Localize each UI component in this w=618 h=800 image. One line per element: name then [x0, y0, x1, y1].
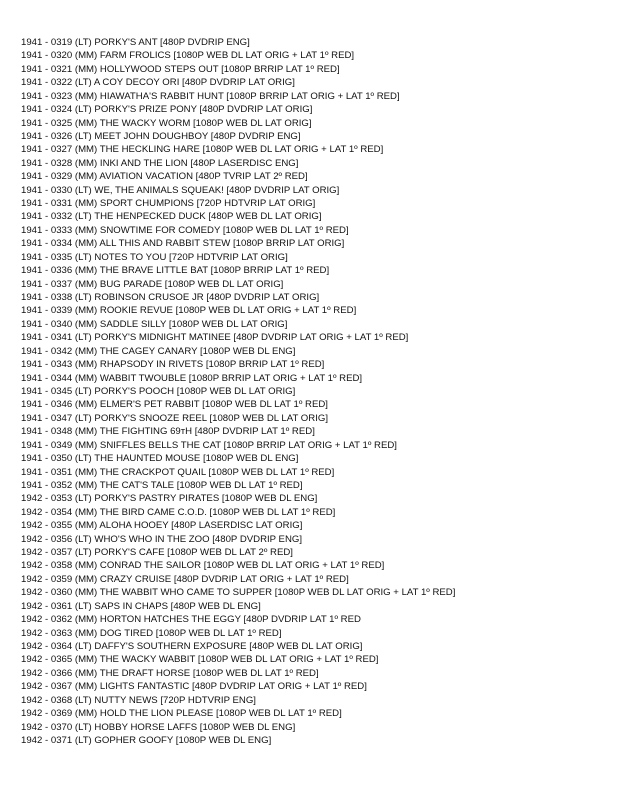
list-item: 1941 - 0338 (LT) ROBINSON CRUSOE JR [480P DVDRIP LAT ORIG] — [21, 292, 320, 304]
list-item: 1942 - 0371 (LT) GOPHER GOOFY [1080P WEB DL ENG] — [21, 734, 272, 746]
list-item: 1941 - 0321 (MM) HOLLYWOOD STEPS OUT [1080P BRRIP LAT 1º RED] — [21, 63, 340, 75]
list-item: 1941 - 0347 (LT) PORKY'S SNOOZE REEL [1080P WEB DL LAT ORIG] — [21, 412, 328, 424]
list-item: 1941 - 0330 (LT) WE, THE ANIMALS SQUEAK! [480P DVDRIP LAT ORIG] — [21, 184, 340, 196]
list-item: 1941 - 0335 (LT) NOTES TO YOU [720P HDTVRIP LAT ORIG] — [21, 251, 288, 263]
list-item: 1941 - 0327 (MM) THE HECKLING HARE [1080P WEB DL LAT ORIG + LAT 1º RED] — [21, 144, 384, 156]
list-item: 1941 - 0323 (MM) HIAWATHA'S RABBIT HUNT [1080P BRRIP LAT ORIG + LAT 1º RED] — [21, 90, 400, 102]
list-item: 1941 - 0343 (MM) RHAPSODY IN RIVETS [1080P BRRIP LAT 1º RED] — [21, 359, 325, 371]
list-item: 1941 - 0349 (MM) SNIFFLES BELLS THE CAT [1080P BRRIP LAT ORIG + LAT 1º RED] — [21, 439, 397, 451]
list-item: 1941 - 0336 (MM) THE BRAVE LITTLE BAT [1080P BRRIP LAT 1º RED] — [21, 265, 330, 277]
list-item: 1942 - 0356 (LT) WHO'S WHO IN THE ZOO [480P DVDRIP ENG] — [21, 533, 303, 545]
list-item: 1941 - 0350 (LT) THE HAUNTED MOUSE [1080P WEB DL ENG] — [21, 453, 299, 465]
list-item: 1941 - 0346 (MM) ELMER'S PET RABBIT [1080P WEB DL LAT 1º RED] — [21, 399, 328, 411]
list-item: 1942 - 0362 (MM) HORTON HATCHES THE EGGY [480P DVDRIP LAT 1º RED — [21, 614, 361, 626]
list-item: 1941 - 0345 (LT) PORKY'S POOCH [1080P WEB DL LAT ORIG] — [21, 385, 296, 397]
list-item: 1942 - 0366 (MM) THE DRAFT HORSE [1080P WEB DL LAT 1º RED] — [21, 667, 319, 679]
list-item: 1942 - 0353 (LT) PORKY'S PASTRY PIRATES [1080P WEB DL ENG] — [21, 493, 318, 505]
list-item: 1941 - 0342 (MM) THE CAGEY CANARY [1080P WEB DL ENG] — [21, 345, 296, 357]
list-item: 1941 - 0340 (MM) SADDLE SILLY [1080P WEB DL LAT ORIG] — [21, 318, 288, 330]
list-item: 1941 - 0348 (MM) THE FIGHTING 69ᴛH [480P DVDRIP LAT 1º RED] — [21, 426, 315, 438]
list-item: 1942 - 0360 (MM) THE WABBIT WHO CAME TO SUPPER [1080P WEB DL LAT ORIG + LAT 1º RED] — [21, 587, 456, 599]
list-item: 1942 - 0354 (MM) THE BIRD CAME C.O.D. [1080P WEB DL LAT 1º RED] — [21, 506, 336, 518]
list-item: 1942 - 0358 (MM) CONRAD THE SAILOR [1080P WEB DL LAT ORIG + LAT 1º RED] — [21, 560, 385, 572]
list-item: 1941 - 0339 (MM) ROOKIE REVUE [1080P WEB DL LAT ORIG + LAT 1º RED] — [21, 305, 357, 317]
list-item: 1942 - 0365 (MM) THE WACKY WABBIT [1080P WEB DL LAT ORIG + LAT 1º RED] — [21, 654, 379, 666]
list-item: 1941 - 0332 (LT) THE HENPECKED DUCK [480P WEB DL LAT ORIG] — [21, 211, 322, 223]
list-item: 1941 - 0329 (MM) AVIATION VACATION [480P TVRIP LAT 2º RED] — [21, 171, 308, 183]
list-item: 1941 - 0351 (MM) THE CRACKPOT QUAIL [1080P WEB DL LAT 1º RED] — [21, 466, 335, 478]
list-item: 1941 - 0328 (MM) INKI AND THE LION [480P LASERDISC ENG] — [21, 157, 299, 169]
list-item: 1941 - 0337 (MM) BUG PARADE [1080P WEB DL LAT ORIG] — [21, 278, 284, 290]
cartoon-list — [21, 36, 455, 747]
list-item: 1942 - 0361 (LT) SAPS IN CHAPS [480P WEB DL ENG] — [21, 600, 261, 612]
list-item: 1941 - 0344 (MM) WABBIT TWOUBLE [1080P BRRIP LAT ORIG + LAT 1º RED] — [21, 372, 363, 384]
list-item: 1941 - 0352 (MM) THE CAT'S TALE [1080P WEB DL LAT 1º RED] — [21, 479, 303, 491]
list-item: 1941 - 0331 (MM) SPORT CHUMPIONS [720P HDTVRIP LAT ORIG] — [21, 198, 316, 210]
list-item: 1941 - 0325 (MM) THE WACKY WORM [1080P WEB DL LAT ORIG] — [21, 117, 312, 129]
list-item: 1942 - 0367 (MM) LIGHTS FANTASTIC [480P DVDRIP LAT ORIG + LAT 1º RED] — [21, 681, 367, 693]
list-item: 1942 - 0357 (LT) PORKY'S CAFE [1080P WEB DL LAT 2º RED] — [21, 547, 293, 559]
list-item: 1942 - 0363 (MM) DOG TIRED [1080P WEB DL LAT 1º RED] — [21, 627, 282, 639]
list-item: 1942 - 0359 (MM) CRAZY CRUISE [480P DVDRIP LAT ORIG + LAT 1º RED] — [21, 573, 349, 585]
list-item: 1941 - 0322 (LT) A COY DECOY ORI [480P DVDRIP LAT ORIG] — [21, 77, 295, 89]
list-item: 1942 - 0368 (LT) NUTTY NEWS [720P HDTVRIP ENG] — [21, 694, 256, 706]
list-item: 1941 - 0319 (LT) PORKY'S ANT [480P DVDRIP ENG] — [21, 37, 250, 48]
list-item: 1941 - 0341 (LT) PORKY'S MIDNIGHT MATINEE [480P DVDRIP LAT ORIG + LAT 1º RED] — [21, 332, 409, 344]
list-item: 1941 - 0324 (LT) PORKY'S PRIZE PONY [480P DVDRIP LAT ORIG] — [21, 104, 313, 116]
list-item: 1942 - 0355 (MM) ALOHA HOOEY [480P LASERDISC LAT ORIG] — [21, 520, 303, 532]
list-item: 1941 - 0326 (LT) MEET JOHN DOUGHBOY [480P DVDRIP ENG] — [21, 130, 301, 142]
list-item: 1941 - 0334 (MM) ALL THIS AND RABBIT STEW [1080P BRRIP LAT ORIG] — [21, 238, 345, 250]
list-item: 1942 - 0364 (LT) DAFFY'S SOUTHERN EXPOSURE [480P WEB DL LAT ORIG] — [21, 640, 363, 652]
list-item: 1941 - 0320 (MM) FARM FROLICS [1080P WEB DL LAT ORIG + LAT 1º RED] — [21, 50, 355, 62]
list-item: 1942 - 0369 (MM) HOLD THE LION PLEASE [1080P WEB DL LAT 1º RED] — [21, 708, 342, 720]
list-item: 1942 - 0370 (LT) HOBBY HORSE LAFFS [1080P WEB DL ENG] — [21, 721, 296, 733]
list-item: 1941 - 0333 (MM) SNOWTIME FOR COMEDY [1080P WEB DL LAT 1º RED] — [21, 224, 349, 236]
